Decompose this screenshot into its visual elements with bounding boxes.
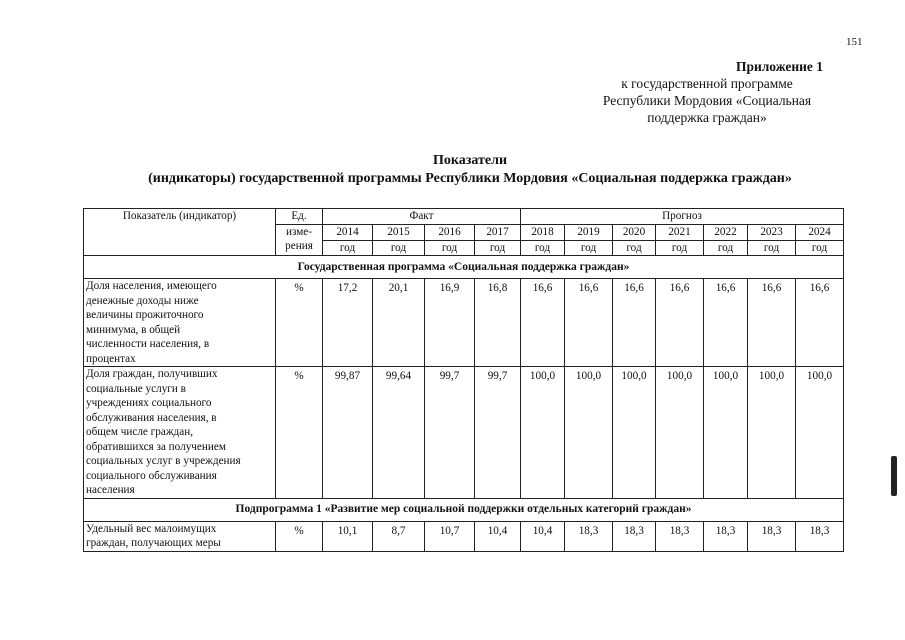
value-cell: 20,1 — [373, 279, 425, 367]
year-word: год — [613, 240, 656, 256]
value-cell: 18,3 — [704, 521, 748, 551]
appendix-line: к государственной программе — [621, 76, 793, 91]
fact-header: Факт — [323, 209, 521, 225]
forecast-header: Прогноз — [521, 209, 844, 225]
value-cell: 16,6 — [565, 279, 613, 367]
indicator-line: социальные услуги в — [86, 382, 186, 395]
year-2014: 2014 — [323, 224, 373, 240]
page-number: 151 — [846, 36, 863, 48]
value-cell: 100,0 — [656, 367, 704, 499]
indicator-line: социальных услуг в учреждения — [86, 455, 241, 467]
indicator-cell — [84, 367, 276, 499]
year-2021: 2021 — [656, 224, 704, 240]
year-2018: 2018 — [521, 224, 565, 240]
unit-header-line: рения — [285, 240, 313, 252]
value-cell: 100,0 — [565, 367, 613, 499]
value-cell: 18,3 — [796, 521, 844, 551]
value-cell: 16,6 — [704, 279, 748, 367]
value-cell: 16,6 — [656, 279, 704, 367]
year-2023: 2023 — [748, 224, 796, 240]
year-2015: 2015 — [373, 224, 425, 240]
value-cell: 18,3 — [656, 521, 704, 551]
value-cell: 18,3 — [748, 521, 796, 551]
value-cell: 10,4 — [521, 521, 565, 551]
indicator-line: общем числе граждан, — [86, 426, 193, 438]
unit-header — [276, 224, 323, 256]
value-cell: 18,3 — [613, 521, 656, 551]
value-cell: 10,4 — [475, 521, 521, 551]
indicator-header: Показатель (индикатор) — [84, 209, 276, 256]
year-word: год — [704, 240, 748, 256]
indicator-line: обслуживания населения, в — [86, 411, 217, 424]
indicator-line: Удельный вес малоимущих — [86, 522, 217, 535]
appendix-heading: Приложение 1 — [735, 59, 823, 74]
unit-header-line: Ед. — [276, 209, 323, 225]
table-row — [84, 279, 844, 367]
year-word: год — [475, 240, 521, 256]
year-word: год — [323, 240, 373, 256]
indicator-line: Доля населения, имеющего — [86, 280, 217, 292]
year-word: год — [796, 240, 844, 256]
value-cell: 100,0 — [748, 367, 796, 499]
appendix-block — [567, 58, 847, 126]
scan-artifact — [891, 456, 897, 496]
value-cell: 100,0 — [521, 367, 565, 499]
value-cell: 16,9 — [425, 279, 475, 367]
appendix-line: поддержка граждан» — [647, 110, 767, 125]
title-line-1: Показатели — [432, 153, 508, 168]
value-cell: 99,7 — [425, 367, 475, 499]
section-row-subprogram-1 — [84, 498, 844, 521]
indicator-line: величины прожиточного — [86, 309, 204, 321]
unit-cell: % — [276, 521, 323, 551]
table-row — [84, 521, 844, 551]
title-line-2: (индикаторы) государственной программы Республики Мордовия «Социальная поддержка граждан» — [148, 171, 792, 186]
indicator-cell — [84, 279, 276, 367]
value-cell: 17,2 — [323, 279, 373, 367]
year-2017: 2017 — [475, 224, 521, 240]
year-word: год — [656, 240, 704, 256]
value-cell: 10,1 — [323, 521, 373, 551]
indicator-line: процентах — [86, 352, 136, 365]
value-cell: 18,3 — [565, 521, 613, 551]
year-2024: 2024 — [796, 224, 844, 240]
indicator-line: минимума, в общей — [86, 323, 181, 336]
value-cell: 100,0 — [704, 367, 748, 499]
value-cell: 100,0 — [796, 367, 844, 499]
indicator-line: граждан, получающих меры — [86, 537, 221, 549]
indicator-line: Доля граждан, получивших — [86, 368, 218, 380]
year-word: год — [521, 240, 565, 256]
value-cell: 99,87 — [323, 367, 373, 499]
value-cell: 16,6 — [796, 279, 844, 367]
year-2016: 2016 — [425, 224, 475, 240]
year-word: год — [748, 240, 796, 256]
indicator-line: социального обслуживания — [86, 469, 217, 482]
value-cell: 10,7 — [425, 521, 475, 551]
year-2019: 2019 — [565, 224, 613, 240]
appendix-line: Республики Мордовия «Социальная — [602, 93, 812, 108]
year-word: год — [565, 240, 613, 256]
value-cell: 100,0 — [613, 367, 656, 499]
unit-cell: % — [276, 279, 323, 367]
indicator-line: учреждениях социального — [86, 397, 212, 409]
indicator-line: численности населения, в — [86, 338, 210, 350]
unit-header-line: изме- — [285, 225, 313, 238]
header-row-1 — [84, 209, 844, 225]
indicators-table — [83, 208, 844, 552]
document-title — [80, 152, 860, 188]
indicator-line: населения — [86, 484, 135, 496]
section-title: Подпрограмма 1 «Развитие мер социальной поддержки отдельных категорий граждан» — [84, 498, 844, 521]
indicator-cell — [84, 521, 276, 551]
value-cell: 99,7 — [475, 367, 521, 499]
value-cell: 16,6 — [613, 279, 656, 367]
unit-cell: % — [276, 367, 323, 499]
indicator-line: денежные доходы ниже — [86, 294, 199, 307]
year-word: год — [425, 240, 475, 256]
section-row-program — [84, 256, 844, 279]
year-2022: 2022 — [704, 224, 748, 240]
value-cell: 99,64 — [373, 367, 425, 499]
value-cell: 8,7 — [373, 521, 425, 551]
section-title: Государственная программа «Социальная поддержка граждан» — [84, 256, 844, 279]
indicator-line: обратившихся за получением — [86, 440, 226, 453]
value-cell: 16,6 — [748, 279, 796, 367]
value-cell: 16,8 — [475, 279, 521, 367]
table-row — [84, 367, 844, 499]
value-cell: 16,6 — [521, 279, 565, 367]
year-word: год — [373, 240, 425, 256]
year-2020: 2020 — [613, 224, 656, 240]
